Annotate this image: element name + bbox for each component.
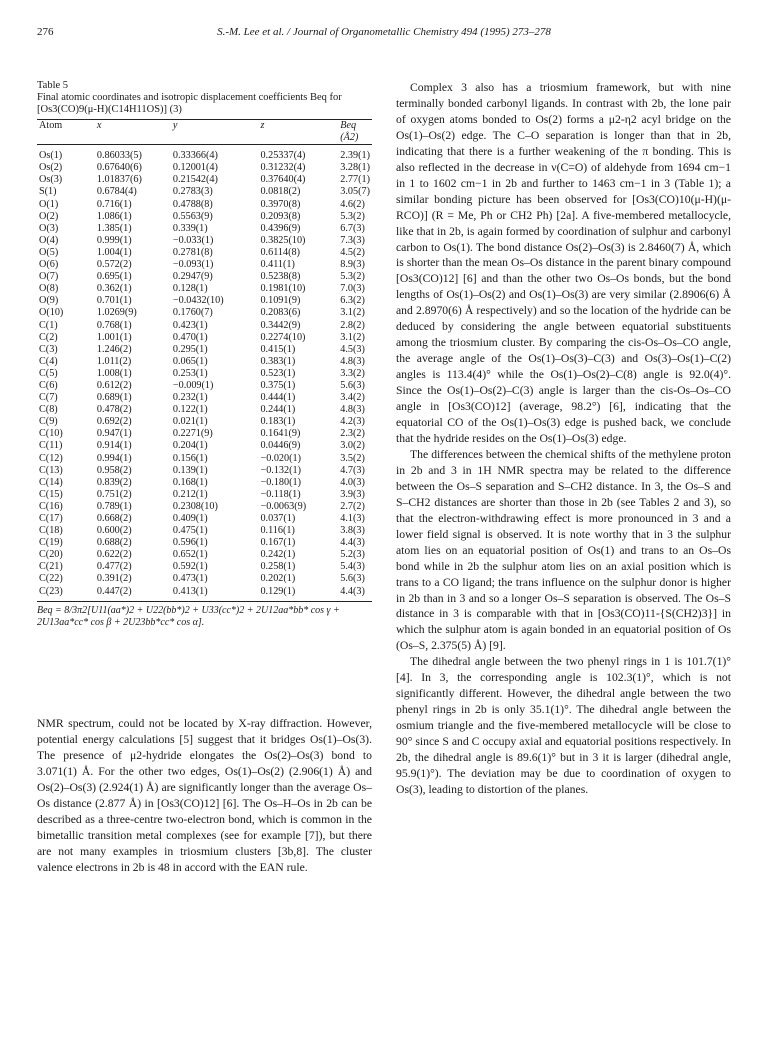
table-cell: 0.1091(9): [260, 295, 301, 307]
table-cell: C(18): [39, 525, 63, 537]
table-cell: 5.3(2): [340, 271, 365, 283]
table-cell: 6.7(3): [340, 222, 365, 234]
column-header-y: y: [171, 120, 259, 145]
table-cell: 3.9(3): [340, 488, 365, 500]
table-cell: 0.596(1): [172, 537, 208, 549]
table-cell: C(7): [39, 392, 58, 404]
table-cell: 0.768(1): [96, 319, 132, 331]
table-cell: 0.947(1): [96, 428, 132, 440]
table-cell: C(6): [39, 379, 58, 391]
right-column-text: [396, 80, 731, 798]
table-row: [37, 295, 372, 307]
table-cell: 0.212(1): [172, 488, 208, 500]
table-cell: 0.423(1): [172, 319, 208, 331]
table-cell: 0.695(1): [96, 271, 132, 283]
table-cell: 8.9(3): [340, 259, 365, 271]
table-cell: 0.242(1): [260, 549, 296, 561]
table-cell: C(3): [39, 343, 58, 355]
table-cell: 1.008(1): [96, 367, 132, 379]
table-header-row: [37, 120, 372, 145]
table-cell: 0.5238(8): [260, 271, 301, 283]
table-cell: −0.020(1): [260, 452, 301, 464]
table-cell: 0.2274(10): [260, 331, 306, 343]
table-cell: 0.21542(4): [172, 174, 218, 186]
table-row: [37, 320, 372, 332]
table-cell: 0.021(1): [172, 416, 208, 428]
table-cell: 6.3(2): [340, 295, 365, 307]
table-cell: 4.4(3): [340, 537, 365, 549]
table-cell: 0.2781(8): [172, 246, 213, 258]
table-cell: −0.118(1): [260, 488, 301, 500]
table-row: [37, 247, 372, 259]
table-cell: 0.065(1): [172, 355, 208, 367]
table-cell: 0.244(1): [260, 404, 296, 416]
table-cell: 0.122(1): [172, 404, 208, 416]
running-head: S.-M. Lee et al. / Journal of Organometallic Chemistry 494 (1995) 273–278: [217, 26, 551, 38]
table-cell: −0.132(1): [260, 464, 301, 476]
table-row: [37, 501, 372, 513]
table-row: [37, 235, 372, 247]
table-cell: 0.1760(7): [172, 307, 213, 319]
paragraph: The dihedral angle between the two phenyl rings in 1 is 101.7(1)° [4]. In 3, the corresponding angle is 102.3(1)°, which is not significantly different. However, the dihedral angle between the two phenyl rings in 2b is only 35.1(1)°. The dihedral angle between the osmium triangle and the five-membered metallocycle will be close to 90° since S and C occupy axial and equatorial positions respectively. In 2b, the dihedral angle is 89.6(1)° but in 3 it is larger (dihedral angle, 95.9(1)°). The deviation may be due to coordination of oxygen to Os(3), leading to distortion of the planes.: [396, 655, 731, 796]
table-cell: 0.4396(9): [260, 222, 301, 234]
table-cell: 0.5563(9): [172, 210, 213, 222]
table-label: Table 5: [37, 80, 69, 91]
table-cell: 0.600(2): [96, 525, 132, 537]
table-cell: Os(3): [39, 174, 63, 186]
table-row: [37, 332, 372, 344]
table-cell: 0.116(1): [260, 525, 295, 537]
table-cell: 0.523(1): [260, 367, 296, 379]
table-cell: 0.692(2): [96, 416, 132, 428]
table-cell: 0.37640(4): [260, 174, 306, 186]
table-caption: Final atomic coordinates and isotropic displacement coefficients Beq for [Os3(CO)9(μ-H)(C14H11OS)] (3): [37, 92, 342, 115]
table-row: [37, 586, 372, 602]
table-cell: 4.4(3): [338, 586, 372, 602]
table-cell: 3.28(1): [340, 162, 370, 174]
table-cell: 0.751(2): [96, 488, 132, 500]
table-cell: 1.0269(9): [96, 307, 137, 319]
table-cell: 0.4788(8): [172, 198, 213, 210]
table-cell: 0.688(2): [96, 537, 132, 549]
table-cell: 5.3(2): [340, 210, 365, 222]
left-column-text: [37, 716, 372, 876]
table-cell: 0.789(1): [96, 500, 132, 512]
table-cell: C(20): [39, 549, 63, 561]
table-footnote: Beq = 8/3π2[U11(aa*)2 + U22(bb*)2 + U33(cc*)2 + 2U12aa*bb* cos γ + 2U13aa*cc* cos β + 2U23bb*cc* cos α].: [37, 604, 340, 628]
table-cell: C(16): [39, 500, 63, 512]
table-row: [37, 186, 372, 198]
table-cell: 2.3(2): [340, 428, 365, 440]
table-cell: O(1): [39, 198, 59, 210]
table-row: [37, 453, 372, 465]
table-cell: 0.1641(9): [260, 428, 301, 440]
table-cell: 0.478(2): [96, 404, 132, 416]
table-row: [37, 307, 372, 319]
table-row: [37, 199, 372, 211]
table-cell: O(10): [39, 307, 64, 319]
table-cell: 3.1(2): [340, 331, 365, 343]
paragraph: The differences between the chemical shifts of the methylene proton in 2b and 3 in 1H NMR spectra may be related to the difference between the Os–S separation and S–CH2 distance. In 3, the Os–S and S–CH2 distances are shorter than those in 2b (see Tables 2 and 3), so that the electron-withdrawing effect is more pronounced in 3 and a lower field signal is observed. It is note worthy that in 3 the sulphur atom lies on an equatorial position of Os(1) and trans to an Os–Os bond while in 2b the sulphur atom lies on an axial position which is trans to a CO ligand; the trans influence on the sulphur donor is higher in 2b than in 3 and so a longer Os–S separation is observed. The Os–S distance in 3 is comparable with that in [Os3(CO)11-{S(CH2)3}] in which the sulphur atom is again bonded in an equatorial position of Os (Os–S, 2.375(5) Å) [9].: [396, 447, 731, 653]
table-cell: 4.6(2): [340, 198, 365, 210]
table-cell: 4.0(3): [340, 476, 365, 488]
table-row: [37, 489, 372, 501]
table-cell: 0.3442(9): [260, 319, 301, 331]
table-row: [37, 513, 372, 525]
table-cell: 0.167(1): [260, 537, 296, 549]
table-cell: −0.009(1): [172, 379, 214, 391]
table-cell: −0.033(1): [172, 234, 214, 246]
table-cell: 5.6(3): [340, 573, 365, 585]
table-row: [37, 145, 372, 163]
table-cell: C(15): [39, 488, 63, 500]
table-cell: 0.25337(4): [260, 150, 306, 162]
column-header-x: x: [95, 120, 171, 145]
table-cell: 3.4(2): [340, 392, 365, 404]
table-cell: 3.05(7): [340, 186, 370, 198]
table-cell: 0.411(1): [260, 259, 295, 271]
table-row: [37, 283, 372, 295]
table-cell: C(8): [39, 404, 58, 416]
table-row: [37, 344, 372, 356]
table-cell: O(7): [39, 271, 59, 283]
table-cell: 0.2083(6): [260, 307, 301, 319]
table-cell: 0.128(1): [172, 283, 208, 295]
table-row: [37, 162, 372, 174]
table-cell: 0.716(1): [96, 198, 132, 210]
table-cell: Os(1): [39, 150, 63, 162]
table-cell: 0.2093(8): [260, 210, 301, 222]
table-row: [37, 174, 372, 186]
table-cell: 0.2783(3): [172, 186, 213, 198]
table-cell: 0.156(1): [172, 452, 208, 464]
table-cell: 4.1(3): [340, 513, 365, 524]
table-cell: 0.612(2): [96, 379, 132, 391]
table-cell: 0.839(2): [96, 476, 132, 488]
atomic-coordinates-table: [37, 119, 372, 602]
table-cell: 5.2(3): [340, 549, 365, 561]
table-cell: 0.3825(10): [260, 234, 306, 246]
table-cell: 0.413(1): [171, 586, 259, 602]
table-cell: 7.3(3): [340, 234, 365, 246]
table-cell: 0.447(2): [95, 586, 171, 602]
table-row: [37, 368, 372, 380]
table-cell: 0.202(1): [260, 573, 296, 585]
table-cell: 0.168(1): [172, 476, 208, 488]
table-cell: −0.180(1): [260, 476, 301, 488]
table-cell: 0.622(2): [96, 549, 132, 561]
table-cell: 0.652(1): [172, 549, 208, 561]
table-cell: 4.5(3): [340, 343, 365, 355]
table-cell: C(17): [39, 513, 63, 524]
table-cell: O(4): [39, 234, 59, 246]
table-cell: 7.0(3): [340, 283, 365, 295]
table-cell: 3.0(2): [340, 440, 365, 452]
table-cell: 0.470(1): [172, 331, 208, 343]
table-cell: 1.004(1): [96, 246, 132, 258]
table-cell: 5.4(3): [340, 561, 365, 573]
table-cell: 0.375(1): [260, 379, 296, 391]
table-cell: 5.6(3): [340, 379, 365, 391]
table-cell: 0.3970(8): [260, 198, 301, 210]
column-header-beq: Beq (Å2): [338, 120, 372, 145]
table-cell: 2.7(2): [340, 500, 365, 512]
page-header: [37, 26, 731, 42]
table-cell: 0.477(2): [96, 561, 132, 573]
table-row: [37, 428, 372, 440]
table-cell: 0.409(1): [172, 513, 208, 524]
table-cell: 0.258(1): [260, 561, 296, 573]
paragraph: NMR spectrum, could not be located by X-ray diffraction. However, potential energy calculations [5] suggest that it bridges Os(1)–Os(3). The presence of μ2-hydride elongates the Os(2)–Os(3) bond to 3.071(1) Å. For the other two edges, Os(1)–Os(2) (2.906(1) Å) and Os(2)–Os(3) (2.924(1) Å) are significantly longer than the average Os–Os distance (2.877 Å) in [Os3(CO)12] [6]. The Os–H–Os in 2b can be described as a three-centre two-electron bond, which is common in the bimetallic transition metal complexes (see for example [7]), but there are not many examples in triosmium clusters [3b,8]. The cluster valence electrons in 2b is 48 in accord with the EAN rule.: [37, 717, 372, 874]
table-cell: 0.668(2): [96, 513, 132, 524]
table-cell: 0.33366(4): [172, 150, 218, 162]
table-cell: C(5): [39, 367, 58, 379]
table-cell: 1.086(1): [96, 210, 132, 222]
table-row: [37, 537, 372, 549]
table-cell: 0.0446(9): [260, 440, 301, 452]
table-cell: 0.958(2): [96, 464, 132, 476]
table-row: [37, 549, 372, 561]
table-cell: 0.0818(2): [260, 186, 301, 198]
table-cell: 4.8(3): [340, 355, 365, 367]
table-cell: 2.77(1): [340, 174, 370, 186]
table-cell: Os(2): [39, 162, 63, 174]
table-cell: C(12): [39, 452, 63, 464]
table-row: [37, 223, 372, 235]
table-row: [37, 259, 372, 271]
table-cell: 0.129(1): [258, 586, 338, 602]
paragraph: Complex 3 also has a triosmium framework, but with nine terminally bonded carbonyl ligands. In contrast with 2b, the lone pair of oxygen atoms bonded to Os(2) forms a μ2-η2 acyl bridge on the Os(1)–Os(2) edge. The C–O separation is longer than that in 2b, indicating that there is a further weakening of the π bonding. This is also reflected in the decrease in ν(C=O) of aldehyde from 1694 cm−1 in 1 to 1602 cm−1 in 2b and further to 1463 cm−1 in 3 (Table 1); a similar bonding picture has been observed for [Os3(CO)10(μ-H)(μ-RCO)] (R = Me, Ph or CH2 Ph) [2a]. A five-membered metallocycle, like that in 2b, is again formed by coordination of sulphur and carbonyl carbon to Os(1). The bond distance Os(2)–Os(3) is 2.8460(7) Å, which is shorter than the mean Os–Os distance in the parent binary compound [Os3(CO)12] [6] and than the other two Os–Os bonds, but the bond lengths of Os(1)–Os(2) and Os(1)–Os(3) are very similar (2.8906(6) Å and 2.8970(6) Å respectively) and so the location of the hydride can be deduced by considering the angle between equatorial substituents among the triosmium cluster. By comparing the cis-Os–Os–CO angle, the average angle of the Os(1)–Os(3)–C(3) and Os(3)–Os(1)–C(2) angles is 113.4(4)° while the Os(1)–Os(2)–C(8) angle is 92.0(4)°. Since the Os(1)–Os(2)–C(3) angle is larger than the cis-Os–Os–CO angle in [Os3(CO)12] (average, 98.2°) [6], indicating that the equatorial CO of the Os(1)–Os(3) edge is pushed back, we conclude that the hydride resides on the Os(1)–Os(3) edge.: [396, 81, 731, 445]
table-cell: 3.1(2): [340, 307, 365, 319]
table-cell: 0.689(1): [96, 392, 132, 404]
table-cell: 0.2947(9): [172, 271, 213, 283]
table-cell: 4.2(3): [340, 416, 365, 428]
table-row: [37, 440, 372, 452]
table-cell: 0.701(1): [96, 295, 132, 307]
table-cell: C(4): [39, 355, 58, 367]
table-row: [37, 380, 372, 392]
table-row: [37, 465, 372, 477]
table-cell: 4.8(3): [340, 404, 365, 416]
table-cell: S(1): [39, 186, 57, 198]
table-cell: 0.339(1): [172, 222, 208, 234]
table-cell: O(6): [39, 259, 59, 271]
table-row: [37, 416, 372, 428]
table-cell: 0.592(1): [172, 561, 208, 573]
table-cell: 3.3(2): [340, 367, 365, 379]
table-cell: 0.2271(9): [172, 428, 213, 440]
table-cell: 0.1981(10): [260, 283, 306, 295]
table-cell: C(22): [39, 573, 63, 585]
table-cell: 0.914(1): [96, 440, 132, 452]
table-cell: −0.093(1): [172, 259, 214, 271]
table-cell: C(13): [39, 464, 63, 476]
table-cell: 0.444(1): [260, 392, 296, 404]
table-cell: 1.246(2): [96, 343, 132, 355]
table-cell: 0.994(1): [96, 452, 132, 464]
table-cell: 1.385(1): [96, 222, 132, 234]
table-cell: 0.232(1): [172, 392, 208, 404]
table-cell: 0.12001(4): [172, 162, 218, 174]
table-cell: 4.5(2): [340, 246, 365, 258]
table-row: [37, 404, 372, 416]
page-number: 276: [37, 26, 54, 38]
table-cell: 0.295(1): [172, 343, 208, 355]
table-cell: C(14): [39, 476, 63, 488]
table-cell: 0.999(1): [96, 234, 132, 246]
column-header-z: z: [258, 120, 338, 145]
table-cell: 3.8(3): [340, 525, 365, 537]
table-cell: C(23): [37, 586, 95, 602]
table-cell: 0.383(1): [260, 355, 296, 367]
table-cell: C(1): [39, 319, 58, 331]
table-cell: 1.01837(6): [96, 174, 142, 186]
table-cell: C(19): [39, 537, 63, 549]
table-cell: C(2): [39, 331, 58, 343]
table-cell: 0.183(1): [260, 416, 296, 428]
table-cell: 4.7(3): [340, 464, 365, 476]
table-cell: O(5): [39, 246, 59, 258]
table-cell: 2.39(1): [340, 150, 370, 162]
table-cell: 3.5(2): [340, 452, 365, 464]
table-cell: C(10): [39, 428, 63, 440]
table-cell: 0.362(1): [96, 283, 132, 295]
table-cell: C(9): [39, 416, 58, 428]
table-cell: 0.037(1): [260, 513, 296, 524]
table-cell: −0.0063(9): [260, 500, 307, 512]
table-cell: 0.67640(6): [96, 162, 142, 174]
table-cell: 0.86033(5): [96, 150, 142, 162]
table-cell: 0.473(1): [172, 573, 208, 585]
table-row: [37, 271, 372, 283]
table-cell: 0.253(1): [172, 367, 208, 379]
table-cell: 1.001(1): [96, 331, 132, 343]
table-cell: C(11): [39, 440, 63, 452]
table-row: [37, 561, 372, 573]
table-cell: 0.572(2): [96, 259, 132, 271]
table-row: [37, 573, 372, 585]
table-cell: O(3): [39, 222, 59, 234]
table-cell: 0.6784(4): [96, 186, 137, 198]
table-cell: 0.475(1): [172, 525, 208, 537]
table-cell: 0.139(1): [172, 464, 208, 476]
table-cell: 0.391(2): [96, 573, 132, 585]
table-row: [37, 392, 372, 404]
table-row: [37, 211, 372, 223]
table-5-block: [37, 80, 372, 629]
table-cell: 2.8(2): [340, 319, 365, 331]
table-cell: 0.6114(8): [260, 246, 300, 258]
table-cell: 0.415(1): [260, 343, 296, 355]
column-header-atom: Atom: [37, 120, 95, 145]
table-body: [37, 145, 372, 601]
table-cell: O(8): [39, 283, 59, 295]
table-cell: O(9): [39, 295, 59, 307]
table-row: [37, 356, 372, 368]
table-cell: 0.2308(10): [172, 500, 218, 512]
table-row: [37, 525, 372, 537]
table-cell: 0.31232(4): [260, 162, 306, 174]
table-cell: −0.0432(10): [172, 295, 224, 307]
table-cell: O(2): [39, 210, 59, 222]
table-row: [37, 477, 372, 489]
table-cell: 0.204(1): [172, 440, 208, 452]
table-cell: 1.011(2): [96, 355, 132, 367]
table-cell: C(21): [39, 561, 63, 573]
